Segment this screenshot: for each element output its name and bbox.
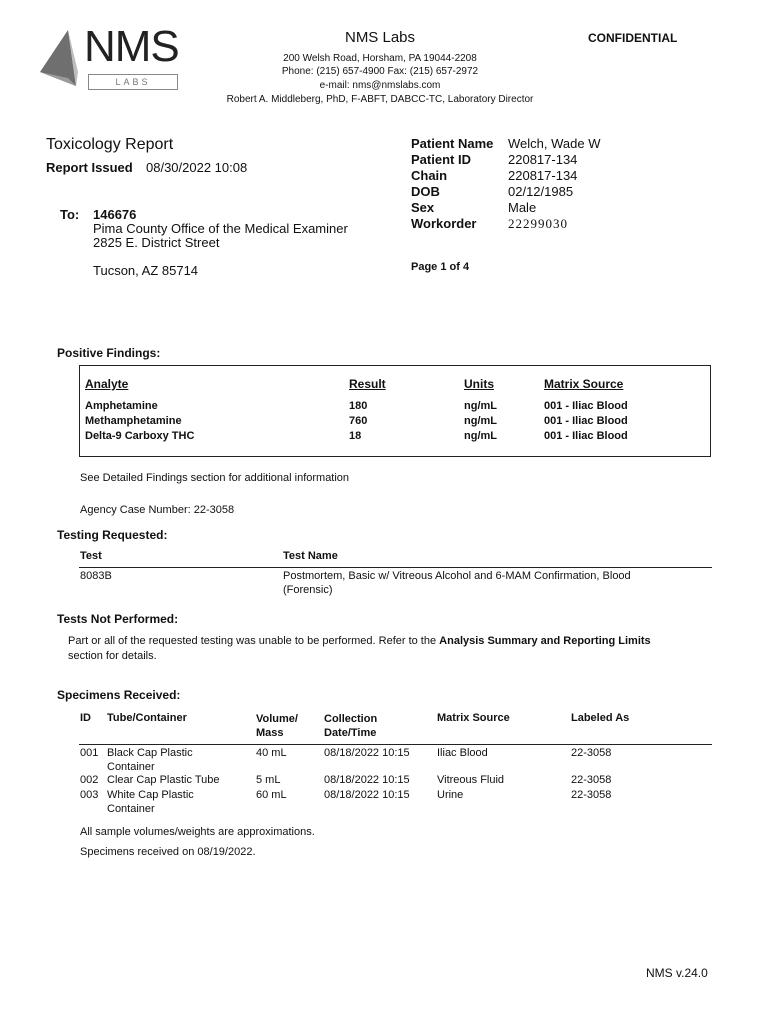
confidential-label: CONFIDENTIAL	[588, 31, 678, 45]
finding-units: ng/mL	[464, 415, 497, 427]
chain-value: 220817-134	[508, 168, 578, 183]
test-name-line: (Forensic)	[283, 584, 333, 596]
specimen-id: 003	[80, 789, 99, 801]
lab-name: NMS Labs	[344, 29, 416, 46]
col-header-id: ID	[80, 712, 91, 724]
positive-findings-title: Positive Findings:	[57, 346, 161, 360]
test-code: 8083B	[80, 570, 112, 582]
col-header-volume	[256, 712, 298, 740]
specimen-tube-line: Container	[107, 803, 155, 815]
finding-matrix: 001 - Iliac Blood	[544, 430, 628, 442]
specimen-tube-line: Black Cap Plastic	[107, 747, 193, 759]
dob-value: 02/12/1985	[508, 184, 574, 199]
specimen-id: 002	[80, 774, 99, 786]
finding-analyte: Delta-9 Carboxy THC	[85, 430, 195, 442]
specimen-matrix: Iliac Blood	[437, 747, 488, 759]
test-name-line: Postmortem, Basic w/ Vitreous Alcohol and 6-MAM Confirmation, Blood	[283, 570, 631, 582]
col-header-collection	[324, 712, 377, 740]
table-divider	[79, 567, 712, 568]
logo-text: NMS	[84, 22, 179, 71]
volume-approx-note: All sample volumes/weights are approximations.	[80, 826, 315, 838]
col-header-matrix: Matrix Source	[437, 712, 510, 724]
finding-analyte: Methamphetamine	[85, 415, 182, 427]
finding-matrix: 001 - Iliac Blood	[544, 400, 628, 412]
tests-not-performed-title: Tests Not Performed:	[57, 612, 179, 626]
specimen-collection: 08/18/2022 10:15	[324, 774, 410, 786]
specimen-tube-line: Container	[107, 761, 155, 773]
specimen-volume: 60 mL	[256, 789, 287, 801]
nms-logo	[38, 22, 180, 92]
lab-phone: Phone: (215) 657-4900 Fax: (215) 657-2972	[281, 66, 479, 77]
specimen-matrix: Urine	[437, 789, 464, 801]
specimen-volume: 5 mL	[256, 774, 281, 786]
finding-units: ng/mL	[464, 400, 497, 412]
lab-director: Robert A. Middleberg, PhD, F-ABFT, DABCC-TC, Laboratory Director	[226, 94, 534, 105]
positive-findings-box	[79, 365, 711, 457]
finding-result: 18	[349, 430, 362, 442]
account-number: 146676	[93, 207, 137, 222]
recipient-org: Pima County Office of the Medical Examiner	[93, 221, 348, 236]
specimen-tube-line: White Cap Plastic	[107, 789, 194, 801]
sex-label: Sex	[411, 200, 435, 215]
version-label: NMS v.24.0	[646, 966, 708, 980]
lab-email: e-mail: nms@nmslabs.com	[319, 80, 441, 91]
page-number: Page 1 of 4	[411, 261, 470, 273]
workorder-label: Workorder	[411, 216, 477, 231]
col-header-labeled: Labeled As	[571, 712, 630, 724]
specimen-collection: 08/18/2022 10:15	[324, 789, 410, 801]
tnp-text: Part or all of the requested testing was unable to be performed. Refer to the	[68, 635, 440, 647]
patient-name-label: Patient Name	[411, 136, 494, 151]
patient-id-value: 220817-134	[508, 152, 578, 167]
specimen-tube	[107, 746, 193, 774]
col-header-collection-line: Date/Time	[324, 727, 377, 739]
patient-name-value: Welch, Wade W	[508, 136, 601, 151]
sex-value: Male	[508, 200, 537, 215]
specimen-matrix: Vitreous Fluid	[437, 774, 505, 786]
col-header-units: Units	[464, 377, 494, 391]
col-header-matrix-source: Matrix Source	[544, 377, 624, 391]
col-header-test: Test	[80, 550, 102, 562]
finding-result: 760	[349, 415, 368, 427]
specimen-collection: 08/18/2022 10:15	[324, 747, 410, 759]
chain-label: Chain	[411, 168, 448, 183]
tnp-bold-text: Analysis Summary and Reporting Limits	[439, 635, 651, 647]
dob-label: DOB	[411, 184, 440, 199]
patient-id-label: Patient ID	[411, 152, 471, 167]
col-header-analyte: Analyte	[85, 377, 129, 391]
detailed-findings-note: See Detailed Findings section for additional information	[80, 472, 350, 484]
specimen-tube	[107, 788, 194, 816]
specimen-volume: 40 mL	[256, 747, 287, 759]
test-name	[283, 569, 703, 597]
finding-result: 180	[349, 400, 368, 412]
specimen-labeled: 22-3058	[571, 747, 612, 759]
to-label: To:	[60, 207, 80, 222]
specimen-labeled: 22-3058	[571, 789, 612, 801]
tnp-text-after: section for details.	[68, 650, 157, 662]
finding-units: ng/mL	[464, 430, 497, 442]
specimen-tube: Clear Cap Plastic Tube	[107, 774, 220, 786]
report-title: Toxicology Report	[46, 136, 174, 153]
specimens-received-title: Specimens Received:	[57, 688, 181, 702]
agency-case-number: Agency Case Number: 22-3058	[80, 504, 235, 516]
col-header-collection-line: Collection	[324, 713, 378, 725]
tests-not-performed-text	[68, 634, 708, 664]
col-header-tube: Tube/Container	[107, 712, 187, 724]
report-issued-label: Report Issued	[46, 160, 133, 175]
logo-subtext: LABS	[88, 74, 178, 90]
specimens-received-date: Specimens received on 08/19/2022.	[80, 846, 256, 858]
finding-matrix: 001 - Iliac Blood	[544, 415, 628, 427]
lab-address: 200 Welsh Road, Horsham, PA 19044-2208	[283, 53, 477, 64]
col-header-volume-line: Mass	[256, 727, 284, 739]
col-header-volume-line: Volume/	[256, 713, 298, 725]
workorder-value: 22299030	[508, 216, 568, 231]
report-issued-value: 08/30/2022 10:08	[146, 160, 248, 175]
testing-requested-title: Testing Requested:	[57, 528, 168, 542]
recipient-street: 2825 E. District Street	[93, 235, 220, 250]
col-header-test-name: Test Name	[283, 550, 338, 562]
specimen-labeled: 22-3058	[571, 774, 612, 786]
table-divider	[79, 744, 712, 745]
col-header-result: Result	[349, 377, 386, 391]
specimen-id: 001	[80, 747, 99, 759]
finding-analyte: Amphetamine	[85, 400, 158, 412]
recipient-city: Tucson, AZ 85714	[93, 263, 199, 278]
